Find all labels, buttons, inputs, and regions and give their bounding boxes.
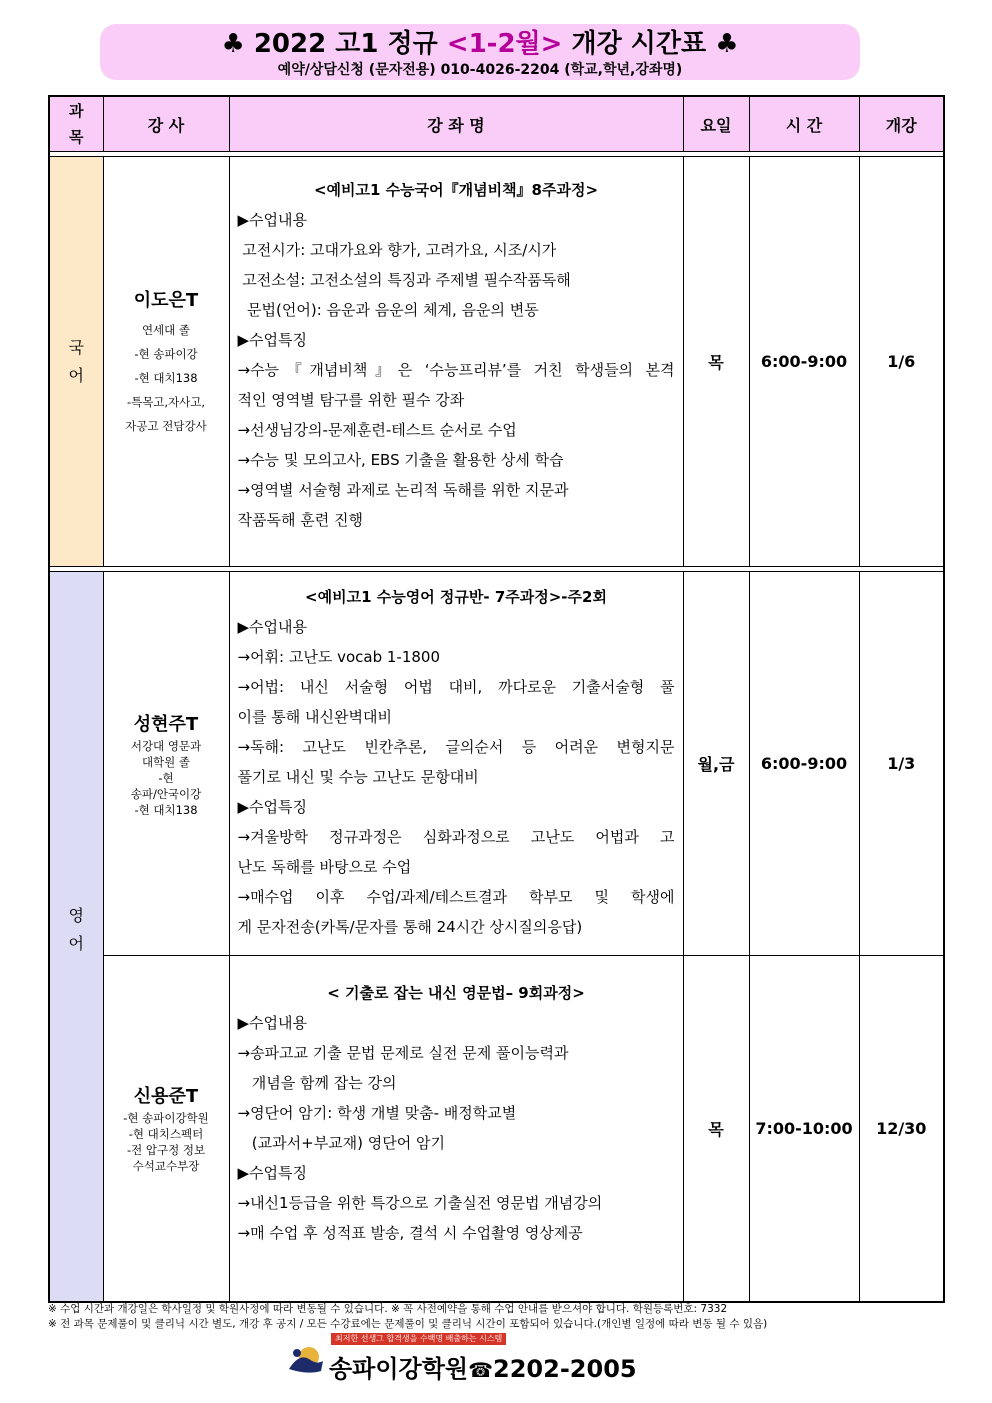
start-english1: 1/3 [859,572,944,956]
table-row-english1 [49,572,944,956]
club-right-icon: ♣ [715,29,739,59]
course-title: < 기출로 잡는 내신 영문법– 9회과정> [327,984,585,1002]
academy-phone: 2202-2005 [493,1355,637,1383]
footer-note-1: ※ 수업 시간과 개강일은 학사일정 및 학원사정에 따라 변동될 수 있습니다. ※ 꼭 사전예약을 통해 수업 안내를 받으셔야 합니다. 학원등록번호: 7332 [48,1303,728,1315]
time-english1: 6:00-9:00 [749,572,859,956]
academy-logo-icon [285,1339,325,1379]
teacher-name: 성현주T [133,713,199,735]
day-english2: 목 [683,956,749,1302]
phone-icon: ☎ [468,1358,494,1382]
course-cell-english2: < 기출로 잡는 내신 영문법– 9회과정> ▶수업내용 →송파고교 기출 문법 문제로 실전 문제 풀이능력과 개념을 함께 잡는 강의 →영단어 암기: 학생 개별 맞춤- 배정학교별 (교과서+부교재) 영단어 암기 ▶수업특징 →내신1등급을 위한 특강으로 기출실전 영문법 개념강의 →매 수업 후 성적표 발송, 결석 시 수업촬영 영상제공 [229,956,683,1302]
header-course: 강 좌 명 [229,96,683,152]
table-row-korean [49,157,944,567]
academy-logo-row [285,1333,645,1383]
header-row [49,96,944,152]
start-korean: 1/6 [859,157,944,567]
header-time: 시 간 [749,96,859,152]
table-row-english2 [49,956,944,1302]
academy-name: 송파이강학원☎2202-2005 [329,1355,637,1383]
club-left-icon: ♣ [221,29,245,59]
teacher-info: -현 송파이강학원 -현 대치스펙터 -전 압구정 정보 수석교수부장 [123,1111,209,1174]
start-english2: 12/30 [859,956,944,1302]
teacher-name: 이도은T [133,289,199,311]
teacher-cell-english2 [103,956,229,1302]
page-title [100,27,860,61]
teacher-info: 연세대 졸 -현 송파이강 -현 대치138 -특목고,자사고, 자공고 전담강사 [125,322,207,433]
course-cell-korean: <예비고1 수능국어『개념비책』8주과정> ▶수업내용 고전시가: 고대가요와 향가, 고려가요, 시조/시가 고전소설: 고전소설의 특징과 주제별 필수작품독해 문법(언어): 음운과 음운의 체계, 음운의 변동 ▶수업특징 →수능『개념비책』은 ‘수능프리뷰’를 거친 학생들의 본격 적인 영역별 탐구를 위한 필수 강좌 →선생님강의-문제훈련-테스트 순서로 수업 →수능 및 모의고사, EBS 기출을 활용한 상세 학습 →영역별 서술형 과제로 논리적 독해를 위한 지문과 작품독해 훈련 진행 [229,157,683,567]
course-cell-english1: <예비고1 수능영어 정규반- 7주과정>-주2회 ▶수업내용 →어휘: 고난도 vocab 1-1800 →어법: 내신 서술형 어법 대비, 까다로운 기출서술형 풀 이를 통해 내신완벽대비 →독해: 고난도 빈칸추론, 글의순서 등 어려운 변형지문 풀기로 내신 및 수능 고난도 문항대비 ▶수업특징 →겨울방학 정규과정은 심화과정으로 고난도 어법과 고 난도 독해를 바탕으로 수업 →매수업 이후 수업/과제/테스트결과 학부모 및 학생에 게 문자전송(카톡/문자를 통해 24시간 상시질의응답) [229,572,683,956]
teacher-cell-korean [103,157,229,567]
teacher-name: 신용준T [133,1086,199,1108]
time-korean: 6:00-9:00 [749,157,859,567]
contact-line: 예약/상담신청 (문자전용) 010-4026-2204 (학교,학년,강좌명) [277,62,683,78]
footer-notes [48,1302,948,1332]
teacher-cell-english1 [103,572,229,956]
day-korean: 목 [683,157,749,567]
day-english1: 월,금 [683,572,749,956]
header-teacher: 강 사 [103,96,229,152]
course-title: <예비고1 수능국어『개념비책』8주과정> [313,181,599,199]
footer-note-2: ※ 전 과목 문제풀이 및 클리닉 시간 별도, 개강 후 공지 / 모든 수강료에는 문제풀이 및 클리닉 시간이 포함되어 있습니다.(개인별 일정에 따라 변동 될 수 있음) [48,1318,768,1330]
title-box [100,24,860,80]
schedule-table [48,95,945,1303]
course-title: <예비고1 수능영어 정규반- 7주과정>-주2회 [305,588,607,606]
header-day: 요일 [683,96,749,152]
slogan-badge: 최저한 선생그 합격생을 수백명 배출하는 시스템 [331,1333,506,1345]
header-subject: 과 목 [49,96,103,152]
header-start: 개강 [859,96,944,152]
subject-english: 영 어 [49,572,103,1302]
title-part1: 2022 고1 정규 [253,29,447,59]
subject-korean: 국 어 [49,157,103,567]
time-english2: 7:00-10:00 [749,956,859,1302]
teacher-info: 서강대 영문과 대학원 졸 -현 송파/안국이강 -현 대치138 [130,738,202,817]
title-months: <1-2월> [446,29,563,59]
title-part2: 개강 시간표 [562,29,716,59]
